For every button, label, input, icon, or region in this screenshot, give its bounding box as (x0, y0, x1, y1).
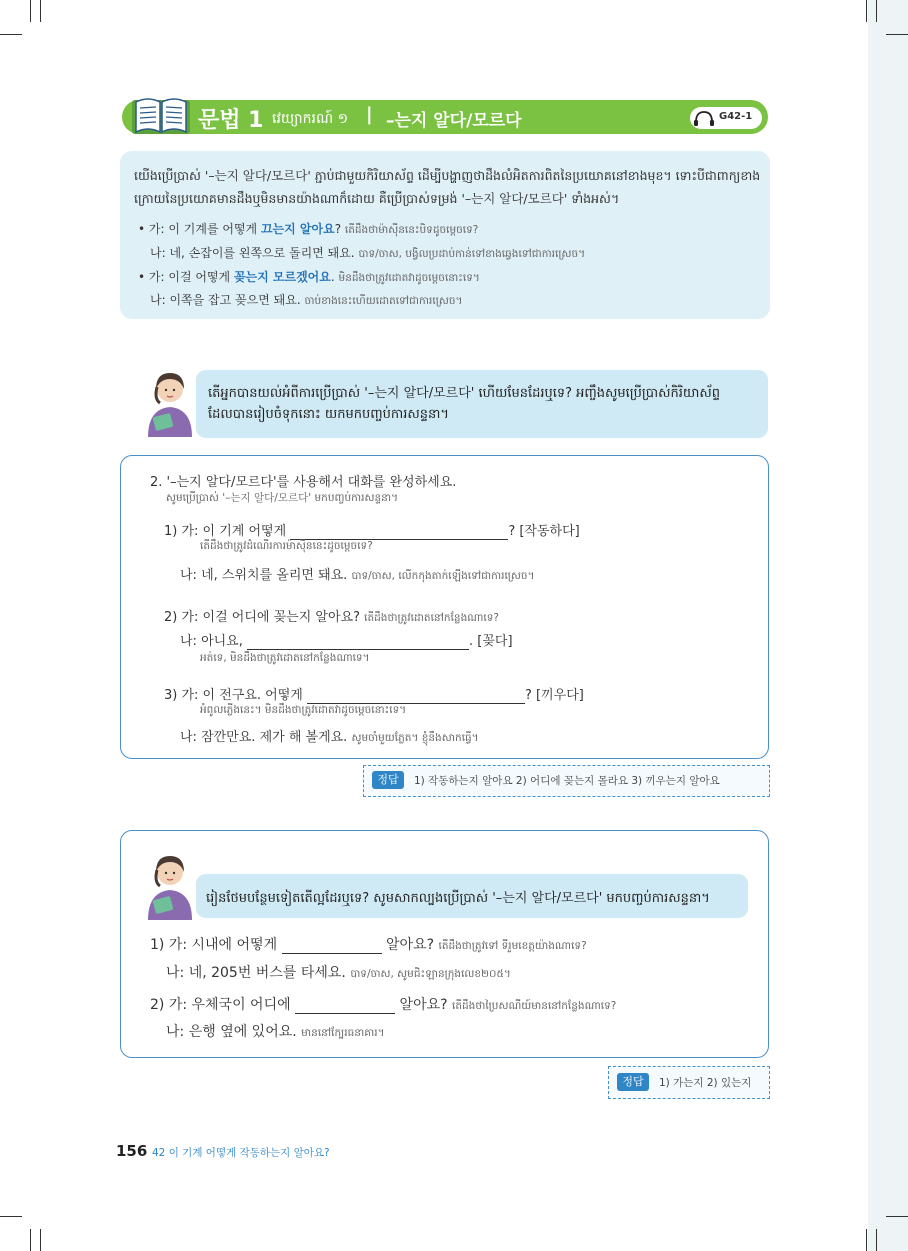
example-b-text: 나: 네, 손잡이를 왼쪽으로 돌리면 돼요. (150, 246, 355, 260)
question-text: 2) 가: 우체국이 어디에 (150, 997, 291, 1013)
crop-mark (0, 34, 22, 35)
response-text: 나: 아니요, (180, 634, 243, 649)
example-a (138, 220, 478, 239)
question-text: 2) 가: 이걸 어디에 꽂는지 알아요? (164, 610, 360, 625)
question-hint: ? [끼우다] (525, 688, 584, 703)
example-a-text: 가: 이 기계를 어떻게 (148, 222, 261, 236)
example-highlight: 꽂는지 모르겠어요 (233, 270, 331, 284)
answer-blank[interactable] (247, 634, 469, 650)
response-line (166, 962, 511, 983)
crop-mark (876, 1229, 877, 1251)
question-hint: . [꽂다] (469, 634, 513, 649)
example-khmer: មិនដឹងថាត្រូវដោតវាដូចម្ដេចនោះទេ។ (338, 272, 480, 284)
example-khmer: ចាប់ខាងនេះហើយដោតទៅជាការស្រេច។ (304, 295, 463, 307)
answer-blank[interactable] (282, 937, 382, 954)
question-line (150, 994, 616, 1015)
grammar-title: 문법 1 (198, 108, 264, 133)
response-text: 나: 네, 스위치를 올리면 돼요. (180, 568, 348, 583)
open-book-icon (130, 92, 192, 138)
bubble-text: ដែលបានរៀបចំទុកនោះ យកមកបញ្ចប់ការសន្ទនា។ (208, 407, 449, 422)
answer-text: 1) 작동하는지 알아요 2) 어디에 꽂는지 몰라요 3) 끼우는지 알아요 (414, 775, 720, 787)
question-hint: ? [작동하다] (508, 524, 580, 539)
answer-blank[interactable] (295, 997, 395, 1014)
lesson-title: 42 이 기계 어떻게 작동하는지 알아요? (152, 1147, 330, 1159)
response-khmer: បាទ/ចាស, សូមជិះឡានក្រុងលេខ២០៥។ (350, 968, 511, 980)
question-line (150, 934, 587, 955)
bubble-text: តើអ្នកបានយល់អំពីការប្រើប្រាស់ '–는지 알다/모르다' ហើយមែនដែរឬទេ? អញ្ចឹងសូមប្រើប្រាស់កិរិយាស័ព្ទ (208, 386, 721, 401)
answer-badge: 정답 (617, 1073, 649, 1091)
example-a (138, 268, 480, 287)
response-khmer: សូមចាំមួយភ្លែត។ ខ្ញុំនឹងសាកធ្វើ។ (351, 732, 479, 744)
crop-mark (30, 0, 31, 22)
example-khmer: តើដឹងថាម៉ាស៊ីននេះបិទដូចម្ដេចទេ? (344, 224, 479, 236)
exercise-instruction-khmer: សូមប្រើប្រាស់ '–는지 알다/모르다' មកបញ្ចប់ការសន្ទនា។ (166, 492, 399, 504)
crop-mark (0, 1216, 22, 1217)
teacher-speech-bubble (196, 370, 768, 438)
example-b (150, 244, 585, 263)
response-line (180, 630, 513, 650)
question-end: 알아요? (386, 937, 435, 953)
example-b (150, 291, 462, 310)
bullet: • (138, 222, 146, 236)
page-number: 156 (116, 1142, 148, 1160)
header-separator: | (366, 104, 373, 125)
example-highlight: 끄는지 알아요 (260, 222, 335, 236)
response-text: 나: 네, 205번 버스를 타세요. (166, 965, 346, 981)
question-line (164, 520, 580, 540)
question-line (164, 684, 584, 704)
question-khmer: អំពូលភ្លើងនេះ។ មិនដឹងថាត្រូវដោតវាដូចម្ដេចនោះទេ។ (200, 704, 407, 716)
crop-mark (876, 0, 877, 22)
example-a-end: . (330, 270, 335, 284)
answer-blank[interactable] (307, 688, 525, 704)
response-line (180, 564, 535, 585)
crop-mark (40, 0, 41, 22)
audio-code: G42-1 (719, 111, 753, 122)
question-text: 1) 가: 이 기계 어떻게 (164, 524, 287, 539)
response-line (180, 726, 479, 747)
example-khmer: បាទ/ចាស, បង្វិលប្រដាប់កាន់ទៅខាងឆ្វេងទៅជាការស្រេច។ (358, 248, 586, 260)
crop-mark (866, 0, 867, 22)
example-b-text: 나: 이쪽을 잡고 꽂으면 돼요. (150, 293, 301, 307)
crop-mark (886, 34, 908, 35)
response-text: 나: 은행 옆에 있어요. (166, 1024, 297, 1040)
answer-text: 1) 가는지 2) 있는지 (659, 1077, 752, 1089)
response-khmer: អត់ទេ, មិនដឹងថាត្រូវដោតនៅកន្លែងណាទេ។ (200, 652, 370, 664)
example-a-end: ? (334, 222, 342, 236)
crop-mark (866, 1229, 867, 1251)
response-khmer: បាទ/ចាស, លើកកុងតាក់ឡើងទៅជាការស្រេច។ (351, 570, 535, 582)
response-text: 나: 잠깐만요. 제가 해 볼게요. (180, 730, 348, 745)
exercise-instruction: 2. '–는지 알다/모르다'를 사용해서 대화를 완성하세요. (150, 475, 457, 490)
question-line (164, 606, 499, 627)
bullet: • (138, 270, 146, 284)
page-margin-band (868, 0, 908, 1251)
question-end: 알아요? (399, 997, 448, 1013)
crop-mark (30, 1229, 31, 1251)
explanation-line: យើងប្រើប្រាស់ '–는지 알다/모르다' ភ្ជាប់ជាមួយកិរិយាស័ព្ទ ដើម្បីបង្ហាញថាដឹងលំអិតការពិតនៃប្រយោគនៅខាងមុខ។ ទោះបីជាពាក្យខាង (134, 168, 761, 183)
question-khmer: តើដឹងថាត្រូវដំណើរការម៉ាស៊ីននេះដូចម្ដេចទេ? (200, 540, 373, 552)
question-text: 1) 가: 시내에 어떻게 (150, 937, 278, 953)
grammar-pattern: –는지 알다/모르다 (386, 111, 522, 131)
question-khmer: តើដឹងថាត្រូវទៅ ទីរួមខេត្តយ៉ាងណាទេ? (438, 940, 587, 952)
explanation-line: ក្រោយនៃប្រយោគមានដឹងឬមិនមានយ៉ាងណាក៏ដោយ គឺប្រើប្រាស់ទម្រង់ '–는지 알다/모르다' ទាំងអស់។ (134, 191, 620, 206)
grammar-khmer-label: វេយ្យាករណ៍ ១ (272, 111, 349, 127)
answer-badge: 정답 (372, 771, 404, 789)
example-a-text: 가: 이걸 어떻게 (148, 270, 234, 284)
response-khmer: មាននៅក្បែរធនាគារ។ (301, 1027, 385, 1039)
response-line (166, 1021, 385, 1042)
crop-mark (886, 1216, 908, 1217)
teacher-illustration (140, 848, 200, 920)
question-khmer: តើដឹងថាប្រៃសណីយ៍មាននៅកន្លែងណាទេ? (452, 1000, 617, 1012)
bubble-text: រៀនថែមបន្ថែមទៀតតើល្អដែរឬទេ? សូមសាកល្បងប្រើប្រាស់ '–는지 알다/모르다' មកបញ្ចប់ការសន្ទនា។ (206, 891, 710, 906)
teacher-illustration (140, 365, 200, 437)
crop-mark (40, 1229, 41, 1251)
question-khmer: តើដឹងថាត្រូវដោតនៅកន្លែងណាទេ? (364, 612, 499, 624)
headphone-icon[interactable] (693, 110, 715, 126)
question-text: 3) 가: 이 전구요. 어떻게 (164, 688, 303, 703)
answer-blank[interactable] (290, 524, 508, 540)
